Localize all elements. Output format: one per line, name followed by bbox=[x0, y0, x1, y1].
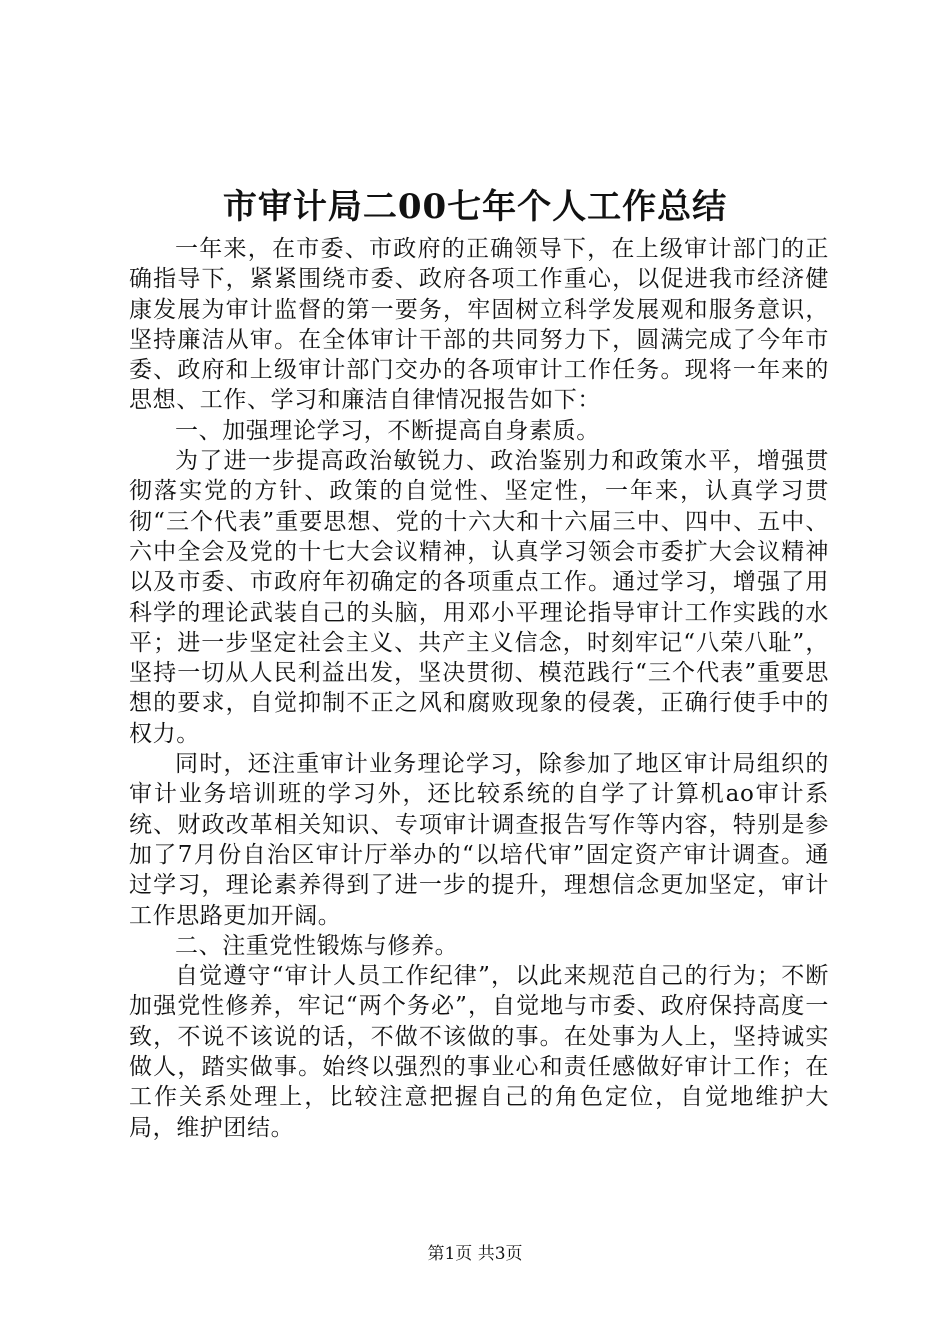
section-2-heading: 二、注重党性锻炼与修养。 bbox=[175, 932, 459, 959]
section-1-paragraph-2: 同时，还注重审计业务理论学习，除参加了地区审计局组织的审计业务培训班的学习外，还比较系统的自学了计算机ao审计系统、财政改革相关知识、专项审计调查报告写作等内容，特别是参加了7月份自治区审计厅举办的“以培代审”固定资产审计调查。通过学习，理论素养得到了进一步的提升，理想信念更加坚定，审计工作思路更加开阔。 bbox=[129, 751, 829, 929]
section-2-paragraph-1: 自觉遵守“审计人员工作纪律”，以此来规范自己的行为；不断加强党性修养，牢记“两个务必”，自觉地与市委、政府保持高度一致，不说不该说的话，不做不该做的事。在处事为人上，坚持诚实做人，踏实做事。始终以强烈的事业心和责任感做好审计工作；在工作关系处理上，比较注意把握自己的角色定位，自觉地维护大局，维护团结。 bbox=[129, 963, 829, 1141]
page-footer: 第1页 共3页 bbox=[427, 1244, 523, 1264]
section-1-heading: 一、加强理论学习，不断提高自身素质。 bbox=[175, 417, 600, 444]
document-title: 市审计局二00七年个人工作总结 bbox=[222, 187, 728, 227]
intro-paragraph: 一年来，在市委、市政府的正确领导下，在上级审计部门的正确指导下，紧紧围绕市委、政府各项工作重心，以促进我市经济健康发展为审计监督的第一要务，牢固树立科学发展观和服务意识，坚持廉洁从审。在全体审计干部的共同努力下，圆满完成了今年市委、政府和上级审计部门交办的各项审计工作任务。现将一年来的思想、工作、学习和廉洁自律情况报告如下： bbox=[129, 236, 829, 414]
section-1-paragraph-1: 为了进一步提高政治敏锐力、政治鉴别力和政策水平，增强贯彻落实党的方针、政策的自觉性、坚定性，一年来，认真学习贯彻“三个代表”重要思想、党的十六大和十六届三中、四中、五中、六中全会及党的十七大会议精神，认真学习领会市委扩大会议精神以及市委、市政府年初确定的各项重点工作。通过学习，增强了用科学的理论武装自己的头脑，用邓小平理论指导审计工作实践的水平；进一步坚定社会主义、共产主义信念，时刻牢记“八荣八耻”，坚持一切从人民利益出发，坚决贯彻、模范践行“三个代表”重要思想的要求，自觉抑制不正之风和腐败现象的侵袭，正确行使手中的权力。 bbox=[129, 448, 829, 747]
document-body bbox=[129, 234, 829, 1143]
